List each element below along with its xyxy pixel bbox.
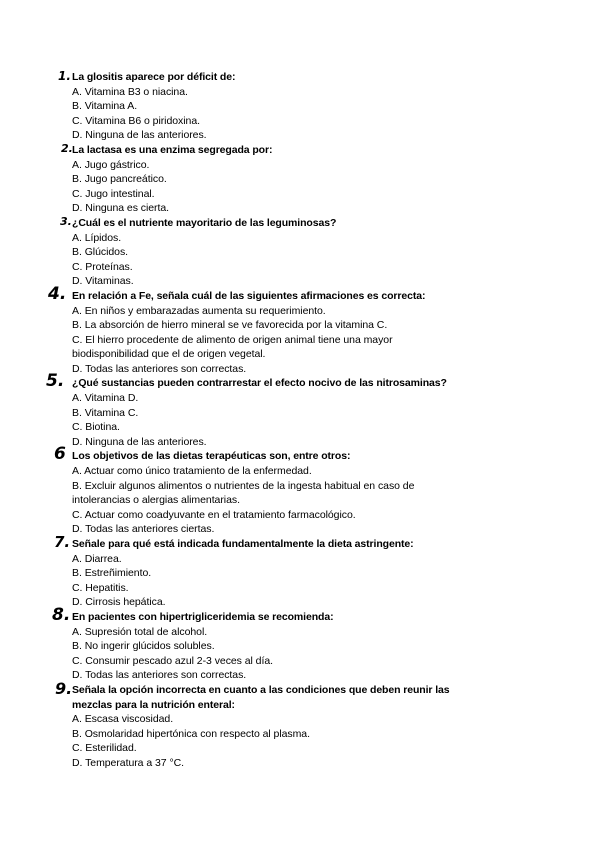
- option-d: D. Ninguna de las anteriores.: [72, 129, 207, 142]
- question-number: 3.: [60, 214, 72, 228]
- option-b: B. La absorción de hierro mineral se ve favorecida por la vitamina C.: [72, 319, 388, 332]
- question-text: En pacientes con hipertrigliceridemia se recomienda:: [72, 610, 334, 623]
- option-c: C. Jugo intestinal.: [72, 187, 155, 200]
- question-5: [46, 371, 492, 449]
- option-d: D. Todas las anteriores ciertas.: [72, 523, 215, 536]
- option-d: D. Ninguna es cierta.: [72, 202, 169, 215]
- option-b: B. No ingerir glúcidos solubles.: [72, 640, 215, 653]
- option-c: C. Proteínas.: [72, 260, 133, 273]
- option-a: A. Escasa viscosidad.: [72, 713, 174, 726]
- question-4: [48, 283, 492, 377]
- question-number: 8.: [52, 604, 71, 625]
- question-text: Señala la opción incorrecta en cuanto a las condiciones que deben reunir las mezclas para la nutrición enteral:: [72, 683, 450, 711]
- question-1: [58, 69, 492, 143]
- option-c: C. Actuar como coadyuvante en el tratamiento farmacológico.: [72, 508, 356, 521]
- option-b: B. Vitamina A.: [72, 100, 138, 113]
- option-b: B. Estreñimiento.: [72, 567, 152, 580]
- option-d: D. Ninguna de las anteriores.: [72, 435, 207, 448]
- question-number: 2.: [61, 141, 73, 155]
- option-a: A. Actuar como único tratamiento de la enfermedad.: [72, 465, 312, 478]
- option-c: C. Hepatitis.: [72, 581, 129, 594]
- question-6: [54, 444, 492, 537]
- option-b: B. Glúcidos.: [72, 246, 129, 259]
- option-a: A. Vitamina D.: [72, 392, 139, 405]
- question-7: [54, 533, 492, 610]
- option-c: C. Esterilidad.: [72, 742, 137, 755]
- option-c: C. El hierro procedente de alimento de origen animal tiene una mayor biodisponibilidad que el de origen vegetal.: [72, 333, 393, 361]
- option-c: C. Consumir pescado azul 2-3 veces al día.: [72, 654, 273, 667]
- question-text: Los objetivos de las dietas terapéuticas son, entre otros:: [72, 450, 351, 463]
- question-text: La glositis aparece por déficit de:: [72, 71, 236, 83]
- question-8: [52, 604, 492, 683]
- question-3: [60, 214, 492, 289]
- question-number: 5.: [46, 371, 65, 392]
- option-c: C. Vitamina B6 o piridoxina.: [72, 114, 200, 127]
- option-b: B. Osmolaridad hipertónica con respecto al plasma.: [72, 727, 310, 740]
- question-text: Señale para qué está indicada fundamentalmente la dieta astringente:: [72, 538, 414, 550]
- option-d: D. Temperatura a 37 °C.: [72, 756, 184, 769]
- option-d: D. Todas las anteriores son correctas.: [72, 362, 247, 375]
- option-d: D. Cirrosis hepática.: [72, 596, 166, 609]
- question-9: [55, 678, 492, 771]
- option-a: A. Lípidos.: [72, 231, 122, 244]
- option-d: D. Todas las anteriores son correctas.: [72, 669, 247, 682]
- question-text: ¿Qué sustancias pueden contrarrestar el efecto nocivo de las nitrosaminas?: [72, 377, 447, 390]
- question-text: ¿Cuál es el nutriente mayoritario de las leguminosas?: [72, 216, 337, 229]
- option-b: B. Vitamina C.: [72, 406, 139, 419]
- option-a: A. Jugo gástrico.: [72, 158, 150, 171]
- option-b: B. Jugo pancreático.: [72, 173, 167, 186]
- option-a: A. Diarrea.: [72, 552, 122, 565]
- option-a: A. Supresión total de alcohol.: [72, 625, 208, 638]
- question-text: En relación a Fe, señala cuál de las siguientes afirmaciones es correcta:: [72, 289, 426, 302]
- question-2: [61, 141, 492, 216]
- option-b: B. Excluir algunos alimentos o nutrientes de la ingesta habitual en caso de intolerancias o alergias alimentarias.: [72, 479, 415, 507]
- option-a: A. En niños y embarazadas aumenta su requerimiento.: [72, 304, 326, 317]
- option-c: C. Biotina.: [72, 421, 120, 434]
- question-number: 9.: [55, 678, 73, 698]
- quiz-list: [46, 69, 492, 771]
- option-d: D. Vitaminas.: [72, 275, 134, 288]
- question-number: 4.: [48, 283, 67, 304]
- option-a: A. Vitamina B3 o niacina.: [72, 85, 188, 98]
- question-number: 6: [54, 444, 66, 465]
- question-number: 7.: [54, 533, 71, 551]
- question-number: 1.: [58, 69, 71, 83]
- question-text: La lactasa es una enzima segregada por:: [72, 143, 273, 156]
